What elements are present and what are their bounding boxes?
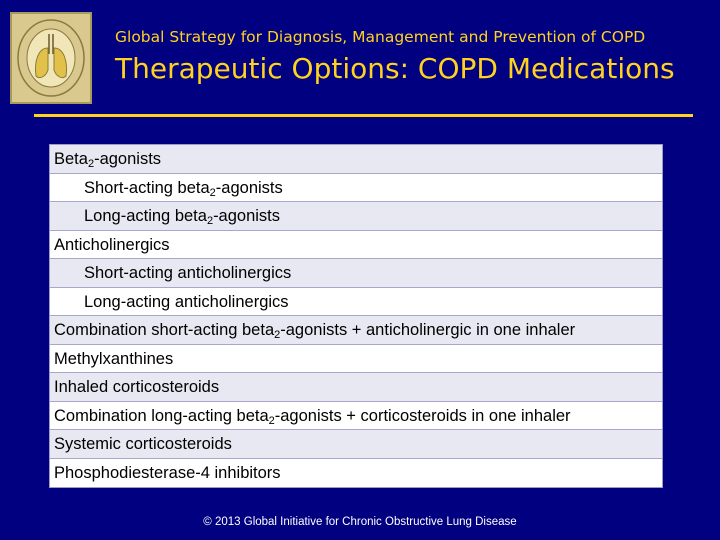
medication-text-suffix: -agonists + anticholinergic in one inhaler [280,321,576,339]
slide-subtitle: Global Strategy for Diagnosis, Management and Prevention of COPD [115,28,646,46]
subscript: 2 [274,329,281,341]
subscript: 2 [206,215,214,227]
medications-table [49,144,663,488]
gold-logo [10,12,92,104]
medication-row [50,231,662,260]
medication-row [50,430,662,459]
medication-text-suffix: -agonists [94,150,162,168]
medication-text: Combination long-acting beta [54,406,269,425]
medication-text: Phosphodiesterase-4 inhibitors [54,463,281,482]
medication-text-suffix: -agonists + corticosteroids in one inhaler [274,406,571,425]
medication-row [50,402,662,431]
medication-text: Combination short-acting beta [54,321,275,339]
medication-text-suffix: -agonists [215,178,283,197]
medication-text: Long-acting anticholinergics [84,292,289,311]
subscript: 2 [87,158,95,170]
subscript: 2 [209,186,216,199]
medication-row [50,459,662,488]
medication-row [50,345,662,374]
medication-row [50,288,662,317]
medication-text: Short-acting beta [84,178,210,197]
subscript: 2 [268,414,275,427]
medication-text: Anticholinergics [54,235,170,254]
medication-row [50,202,662,231]
medication-row [50,174,662,203]
slide-title: Therapeutic Options: COPD Medications [115,52,675,85]
lungs-seal-icon [12,14,90,102]
medication-row [50,373,662,402]
copyright-footer: © 2013 Global Initiative for Chronic Obstructive Lung Disease [203,516,517,528]
title-divider [34,114,693,117]
medication-row [50,145,662,174]
medication-text: Long-acting beta [84,207,207,225]
medication-text: Systemic corticosteroids [54,435,232,453]
medication-row [50,316,662,345]
medication-text-suffix: -agonists [213,207,281,225]
medication-text: Methylxanthines [54,349,174,368]
medication-text: Short-acting anticholinergics [84,264,292,282]
medication-text: Inhaled corticosteroids [54,378,220,396]
medication-text: Beta [54,150,88,168]
medication-row [50,259,662,288]
